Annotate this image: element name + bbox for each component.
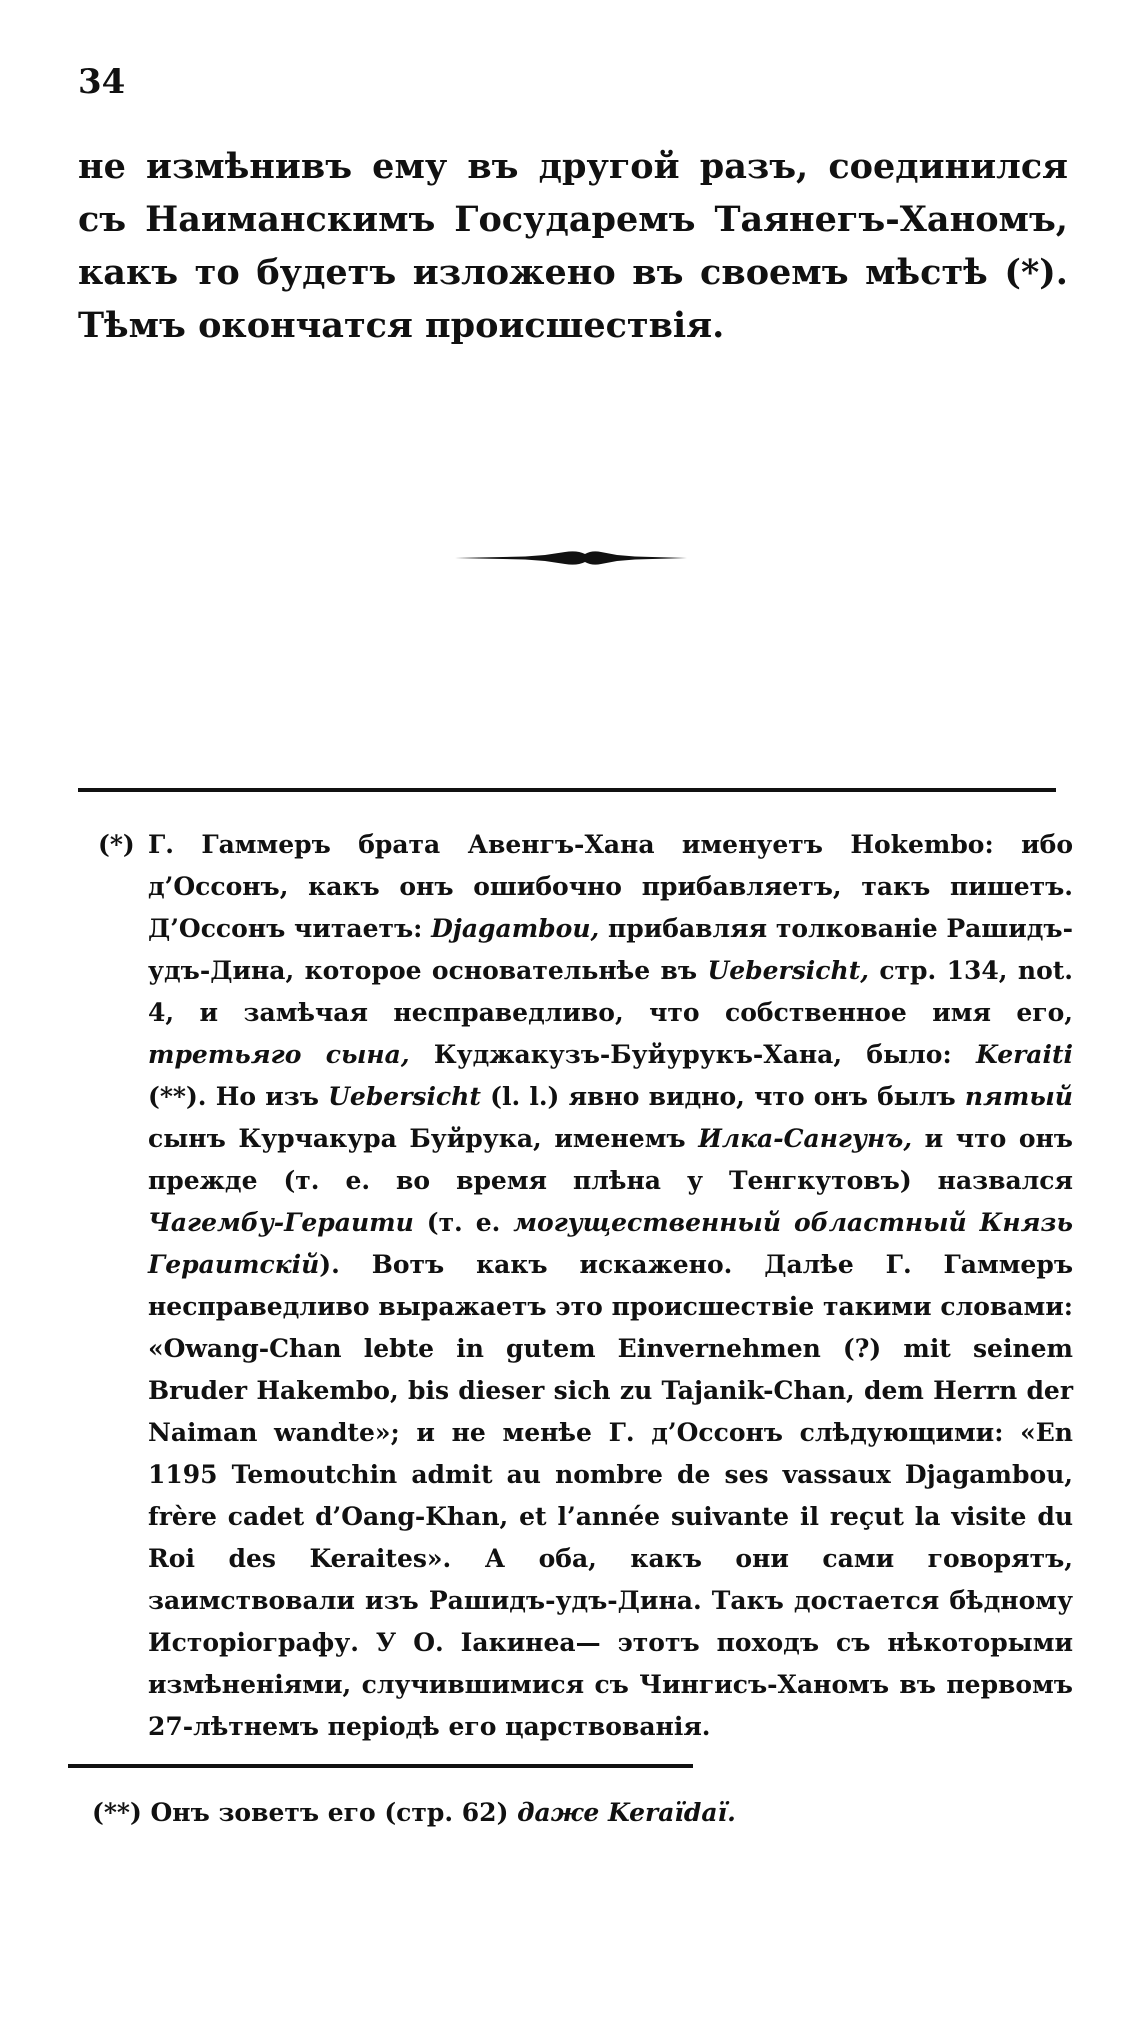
fn1-text-9: (т. е. — [413, 1208, 514, 1237]
fn1-italic-6: пятый — [964, 1082, 1073, 1111]
fn1-text-5: (**). Но изъ — [148, 1082, 329, 1111]
fn1-italic-7: Илка-Сангунъ, — [698, 1124, 913, 1153]
fn1-italic-1: Djagambou, — [431, 914, 600, 943]
fn1-text-3: стр. 134, not. 4, и замѣчая несправедливо, что собственное имя его, — [148, 956, 1073, 1027]
footnote-1 — [98, 824, 1073, 1748]
fn1-text-2: прибавляя толкованіе Рашидъ-удъ-Дина, которое основательнѣе въ — [148, 914, 1073, 985]
fn1-text-10: ). Вотъ какъ искажено. Далѣе Г. Гаммеръ несправедливо выражаетъ это происшествіе такими словами: «Owang-Chan lebte in gutem Einvernehmen (?) mit seinem Bruder Hakembo, bis dieser sich zu Tajanik-Chan, dem Herrn der Naiman wandte»; и не менѣе Г. д’Оссонъ слѣдующими: «En 1195 Temoutchin admit au nombre de ses vassaux Djagambou, frère cadet d’Oang-Khan, et l’année suivante il reçut la visite du Roi des Keraites». А оба, какъ они сами говорятъ, заимствовали изъ Рашидъ-удъ-Дина. Такъ достается бѣдному Исторіографу. У О. Іакинеа— этотъ походъ съ нѣкоторыми измѣненіями, случившимися съ Чингисъ-Ханомъ въ первомъ 27-лѣтнемъ періодѣ его царствованія. — [148, 1250, 1073, 1741]
fn1-text-8: и что онъ прежде (т. е. во время плѣна у Тенгкутовъ) назвался — [148, 1124, 1073, 1195]
fn1-italic-4: Keraiti — [976, 1040, 1074, 1069]
footnote-2 — [92, 1792, 736, 1834]
fn1-italic-3: третьяго сына, — [148, 1040, 410, 1069]
fn1-text-6: (l. l.) явно видно, что онъ былъ — [480, 1082, 965, 1111]
fn1-italic-8: Чагембу-Гераити — [148, 1208, 414, 1237]
fn1-italic-9: могущественный областный Князь Гераитскій — [148, 1208, 1073, 1279]
fn2-italic-2: Keraïdaï. — [607, 1798, 736, 1827]
fn2-italic-1: даже — [517, 1798, 600, 1827]
fn1-text-1: Г. Гаммеръ брата Авенгъ-Хана именуетъ Hokembo: ибо д’Оссонъ, какъ онъ ошибочно прибавляетъ, такъ пишетъ. Д’Оссонъ читаетъ: — [148, 830, 1073, 943]
ornament-divider — [455, 548, 687, 568]
fn1-text-7: сынъ Курчакура Буйрука, именемъ — [148, 1124, 699, 1153]
footnote-2-mark: (**) — [92, 1798, 142, 1827]
fn2-text-2 — [599, 1798, 608, 1827]
footnote-1-body — [148, 824, 1073, 1748]
main-paragraph: не измѣнивъ ему въ другой разъ, соединился съ Наиманскимъ Государемъ Таянегъ-Ханомъ, какъ то будетъ изложено въ своемъ мѣстѣ (*). Тѣмъ окончатся происшествія. — [78, 146, 1068, 346]
fn1-italic-2: Uebersicht, — [707, 956, 869, 985]
footnote-1-mark: (*) — [98, 830, 135, 859]
fn1-italic-5: Uebersicht — [328, 1082, 481, 1111]
page-number: 34 — [78, 62, 126, 102]
footnote-rule-top — [78, 788, 1056, 792]
fn1-text-4: Куджакузъ-Буйурукъ-Хана, было: — [409, 1040, 977, 1069]
fn2-text-1: Онъ зоветъ его (стр. 62) — [141, 1798, 518, 1827]
footnote-rule-second — [68, 1764, 693, 1768]
